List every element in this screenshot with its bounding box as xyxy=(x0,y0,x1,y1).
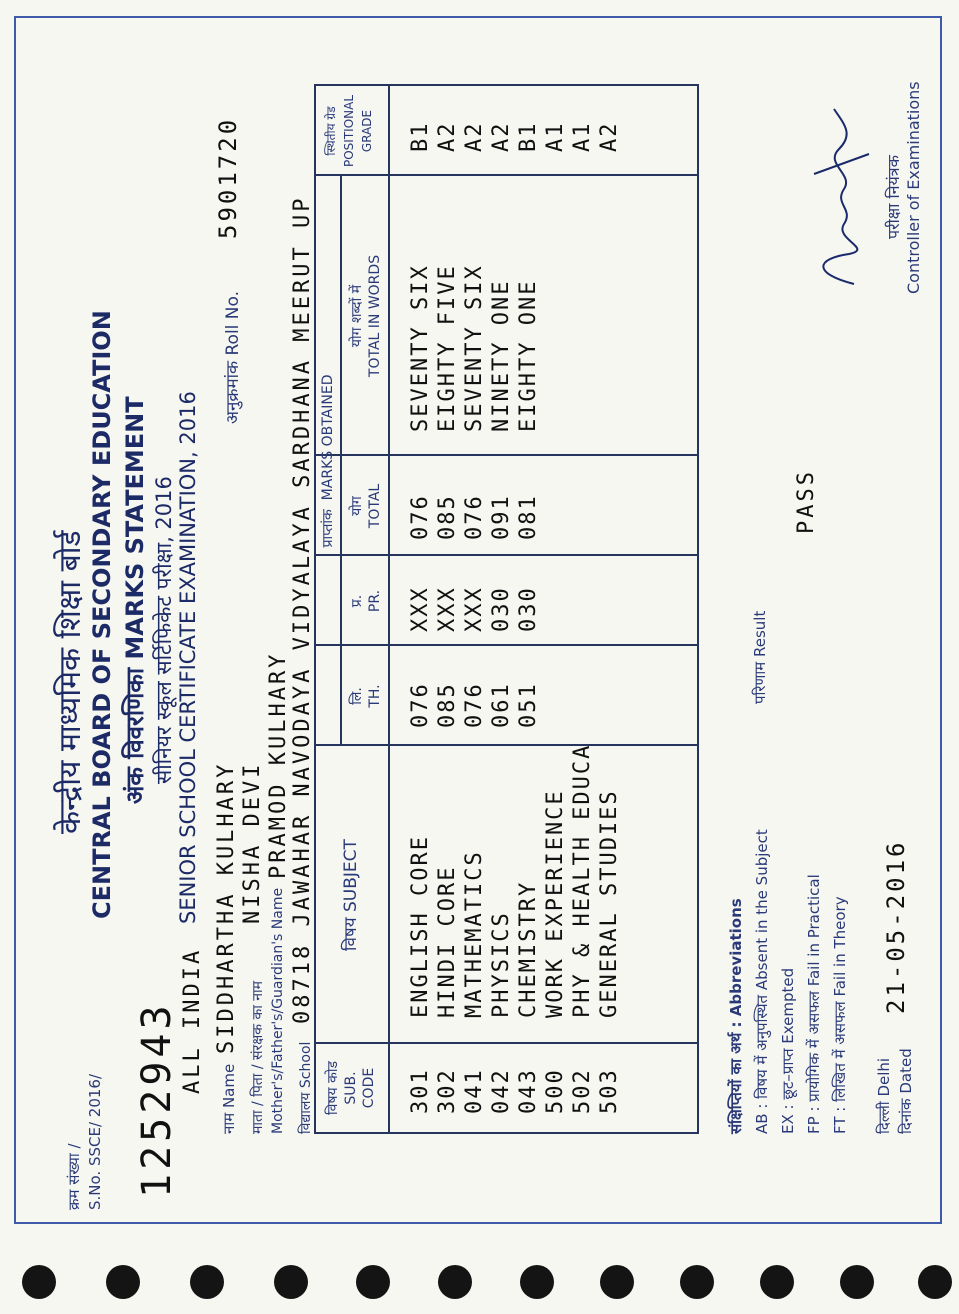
all-india: ALL INDIA xyxy=(180,947,205,1094)
table-cell-grade: A2 xyxy=(462,121,487,152)
roll-label: अनुक्रमांक Roll No. xyxy=(223,290,243,424)
table-cell-total: 085 xyxy=(435,494,460,540)
table-cell-code: 503 xyxy=(597,1068,622,1114)
table-cell-grade: A1 xyxy=(543,121,568,152)
table-cell-pr: XXX xyxy=(435,586,460,632)
statement-title: अंक विवरणिका MARKS STATEMENT xyxy=(121,396,149,804)
abbreviations-title: संक्षिप्तियों का अर्थ : Abbreviations xyxy=(727,898,745,1134)
table-cell-total: 081 xyxy=(516,494,541,540)
abbr-ex: EX : छूट–प्राप्त Exempted xyxy=(779,967,797,1134)
table-cell-grade: A2 xyxy=(435,121,460,152)
table-cell-words: EIGHTY FIVE xyxy=(435,264,460,432)
punch-hole xyxy=(356,1265,390,1299)
table-cell-words: SEVENTY SIX xyxy=(408,264,433,432)
table-cell-th: 076 xyxy=(462,682,487,728)
table-cell-subject: CHEMISTRY xyxy=(516,880,541,1018)
table-cell-th: 061 xyxy=(489,682,514,728)
school-label: विद्यालय School xyxy=(298,1041,314,1134)
serial-prefix: S.No. SSCE/ 2016/ xyxy=(86,1073,104,1210)
abbr-fp: FP : प्रायोगिक में असफल Fail in Practical xyxy=(805,874,823,1134)
abbr-ab: AB : विषय में अनुपस्थित Absent in the Subject xyxy=(753,829,771,1134)
header-practical: प्र. PR. xyxy=(349,589,383,613)
result-value: PASS xyxy=(794,469,819,534)
table-cell-words: EIGHTY ONE xyxy=(516,279,541,432)
issue-date: 21-05-2016 xyxy=(882,839,910,1014)
table-cell-pr: 030 xyxy=(516,586,541,632)
table-cell-code: 041 xyxy=(462,1068,487,1114)
punch-hole xyxy=(274,1265,308,1299)
controller-english: Controller of Examinations xyxy=(904,81,923,294)
table-cell-subject: ENGLISH CORE xyxy=(408,835,433,1018)
mother-label: माता / पिता / संरक्षक का नाम xyxy=(250,980,266,1134)
result-label: परिणाम Result xyxy=(751,610,769,704)
punch-hole xyxy=(680,1265,714,1299)
table-cell-subject: HINDI CORE xyxy=(435,865,460,1018)
table-cell-grade: A1 xyxy=(570,121,595,152)
table-cell-words: NINETY ONE xyxy=(489,279,514,432)
table-cell-code: 301 xyxy=(408,1068,433,1114)
table-cell-total: 076 xyxy=(462,494,487,540)
table-cell-subject: GENERAL STUDIES xyxy=(597,789,622,1018)
punch-holes xyxy=(0,1235,959,1314)
punch-hole xyxy=(22,1265,56,1299)
controller-hindi: परीक्षा नियंत्रक xyxy=(884,155,903,239)
header-grade: स्थितीय ग्रेड POSITIONAL GRADE xyxy=(324,94,374,168)
serial-number: 1252943 xyxy=(134,1001,180,1198)
board-name-hindi: केन्द्रीय माध्यमिक शिक्षा बोर्ड xyxy=(53,530,88,834)
punch-hole xyxy=(520,1265,554,1299)
table-cell-th: 051 xyxy=(516,682,541,728)
marks-table xyxy=(314,84,699,1134)
table-cell-code: 302 xyxy=(435,1068,460,1114)
table-cell-words: SEVENTY SIX xyxy=(462,264,487,432)
name-label: नाम Name xyxy=(220,1063,238,1134)
punch-hole xyxy=(918,1265,952,1299)
table-cell-subject: WORK EXPERIENCE xyxy=(543,789,568,1018)
table-cell-code: 500 xyxy=(543,1068,568,1114)
table-cell-subject: PHYSICS xyxy=(489,911,514,1018)
header-subject: विषय SUBJECT xyxy=(341,839,361,951)
controller-signature xyxy=(794,74,884,294)
father-name: PRAMOD KULHARY xyxy=(266,651,291,879)
dated-label: दिनांक Dated xyxy=(897,1048,915,1134)
punch-hole xyxy=(106,1265,140,1299)
table-cell-subject: PHY & HEALTH EDUCA xyxy=(570,743,595,1018)
father-label: Mother's/Father's/Guardian's Name xyxy=(270,887,286,1134)
table-cell-total: 091 xyxy=(489,494,514,540)
header-code: विषय कोड SUB. CODE xyxy=(325,1061,377,1115)
serial-label: क्रम संख्या / xyxy=(65,1143,83,1210)
table-cell-grade: A2 xyxy=(489,121,514,152)
marksheet xyxy=(14,14,944,1224)
table-cell-pr: XXX xyxy=(462,586,487,632)
board-name-english: CENTRAL BOARD OF SECONDARY EDUCATION xyxy=(88,310,116,919)
header-total-words: योग शब्दों में TOTAL IN WORDS xyxy=(349,254,383,378)
table-cell-th: 085 xyxy=(435,682,460,728)
punch-hole xyxy=(438,1265,472,1299)
table-cell-pr: 030 xyxy=(489,586,514,632)
table-cell-grade: A2 xyxy=(597,121,622,152)
place-label: दिल्ली Delhi xyxy=(875,1057,893,1134)
table-cell-th: 076 xyxy=(408,682,433,728)
table-cell-pr: XXX xyxy=(408,586,433,632)
school-name: 08718 JAWAHAR NAVODAYA VIDYALAYA SARDHANA MEERUT UP xyxy=(290,195,315,1024)
header-total: योग TOTAL xyxy=(349,483,383,529)
header-theory: लि. TH. xyxy=(349,684,383,708)
mother-name: NISHA DEVI xyxy=(240,761,265,924)
table-cell-code: 042 xyxy=(489,1068,514,1114)
punch-hole xyxy=(760,1265,794,1299)
abbr-ft: FT : लिखित में असफल Fail in Theory xyxy=(831,896,849,1134)
punch-hole xyxy=(840,1265,874,1299)
punch-hole xyxy=(600,1265,634,1299)
table-cell-code: 502 xyxy=(570,1068,595,1114)
table-cell-subject: MATHEMATICS xyxy=(462,850,487,1018)
header-marks: प्राप्तांक MARKS OBTAINED xyxy=(320,374,336,548)
candidate-name: SIDDHARTHA KULHARY xyxy=(214,761,239,1054)
table-cell-total: 076 xyxy=(408,494,433,540)
table-cell-grade: B1 xyxy=(516,121,541,152)
table-cell-grade: B1 xyxy=(408,121,433,152)
roll-number: 5901720 xyxy=(214,116,242,239)
exam-name-english: SENIOR SCHOOL CERTIFICATE EXAMINATION, 2016 xyxy=(176,391,200,924)
table-cell-code: 043 xyxy=(516,1068,541,1114)
punch-hole xyxy=(190,1265,224,1299)
exam-name-hindi: सीनियर स्कूल सर्टिफिकेट परीक्षा, 2016 xyxy=(152,476,176,784)
